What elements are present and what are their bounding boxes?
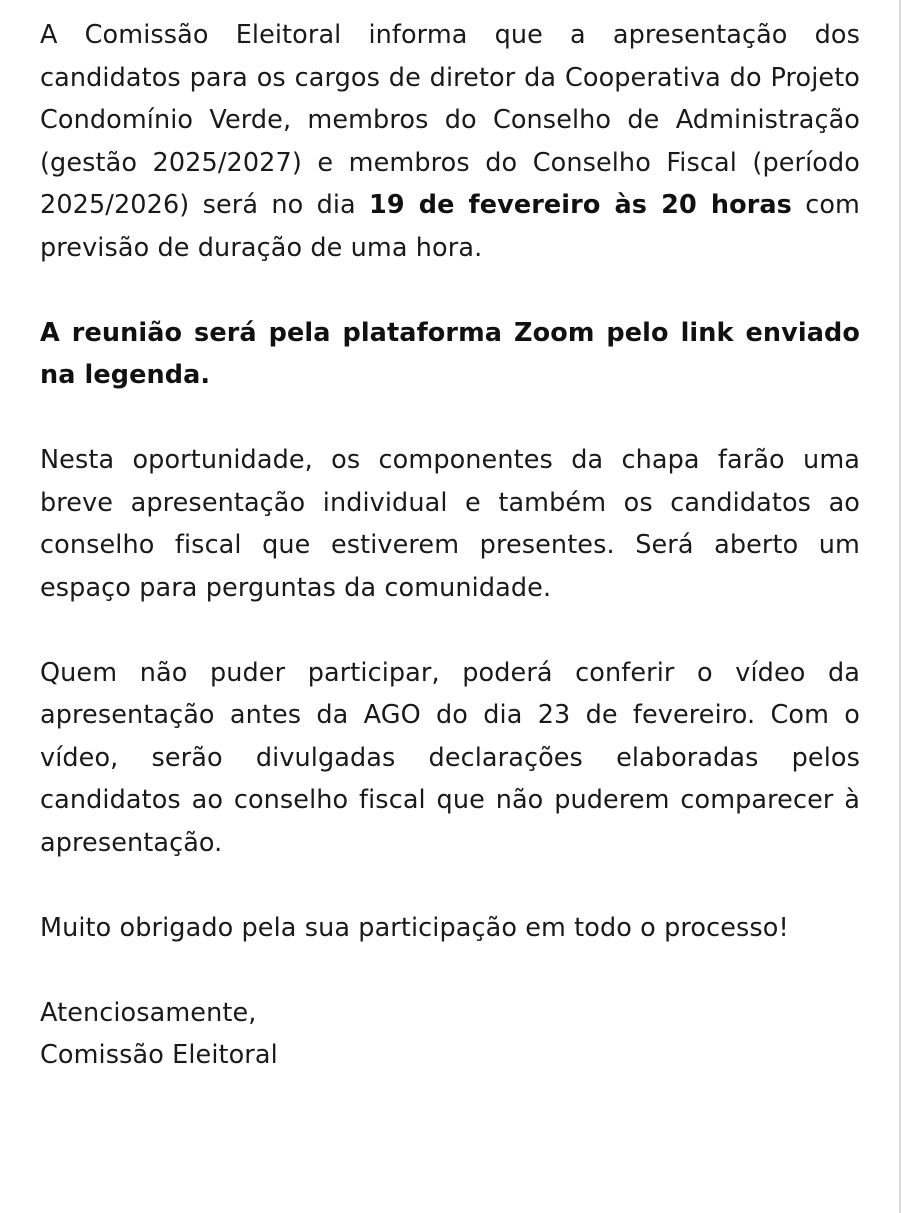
thanks-paragraph: Muito obrigado pela sua participação em todo o processo! [40,912,789,943]
video-info-paragraph: Quem não puder participar, poderá conferir o vídeo da apresentação antes da AGO do dia 23 de fevereiro. Com o vídeo, serão divulgadas declarações elaboradas pelos candidatos ao conselho fiscal que não puderem comparecer à apresentação. [40,657,860,858]
intro-text: A Comissão Eleitoral informa que a apresentação dos candidatos para os cargos de diretor da Cooperativa do Projeto Condomínio Verde, membros do Conselho de Administração (gestão 2025/2027) e membros do Conselho Fiscal (período 2025/2026) será no dia [40,20,860,220]
intro-paragraph [40,14,860,269]
intro-duration-text: com previsão de duração de uma hora. [40,190,860,263]
signature: Comissão Eleitoral [40,1040,278,1070]
meeting-platform-paragraph [40,312,860,397]
announcement-body [40,14,860,1077]
closing-salutation: Atenciosamente, [40,997,257,1028]
event-date-time: 19 de fevereiro às 20 horas [369,190,792,220]
meeting-platform-text: A reunião será pela plataforma Zoom pelo link enviado na legenda. [40,317,860,390]
presentation-details-paragraph: Nesta oportunidade, os componentes da chapa farão uma breve apresentação individual e também os candidatos ao conselho fiscal que estiverem presentes. Será aberto um espaço para perguntas da comunidade. [40,445,860,603]
